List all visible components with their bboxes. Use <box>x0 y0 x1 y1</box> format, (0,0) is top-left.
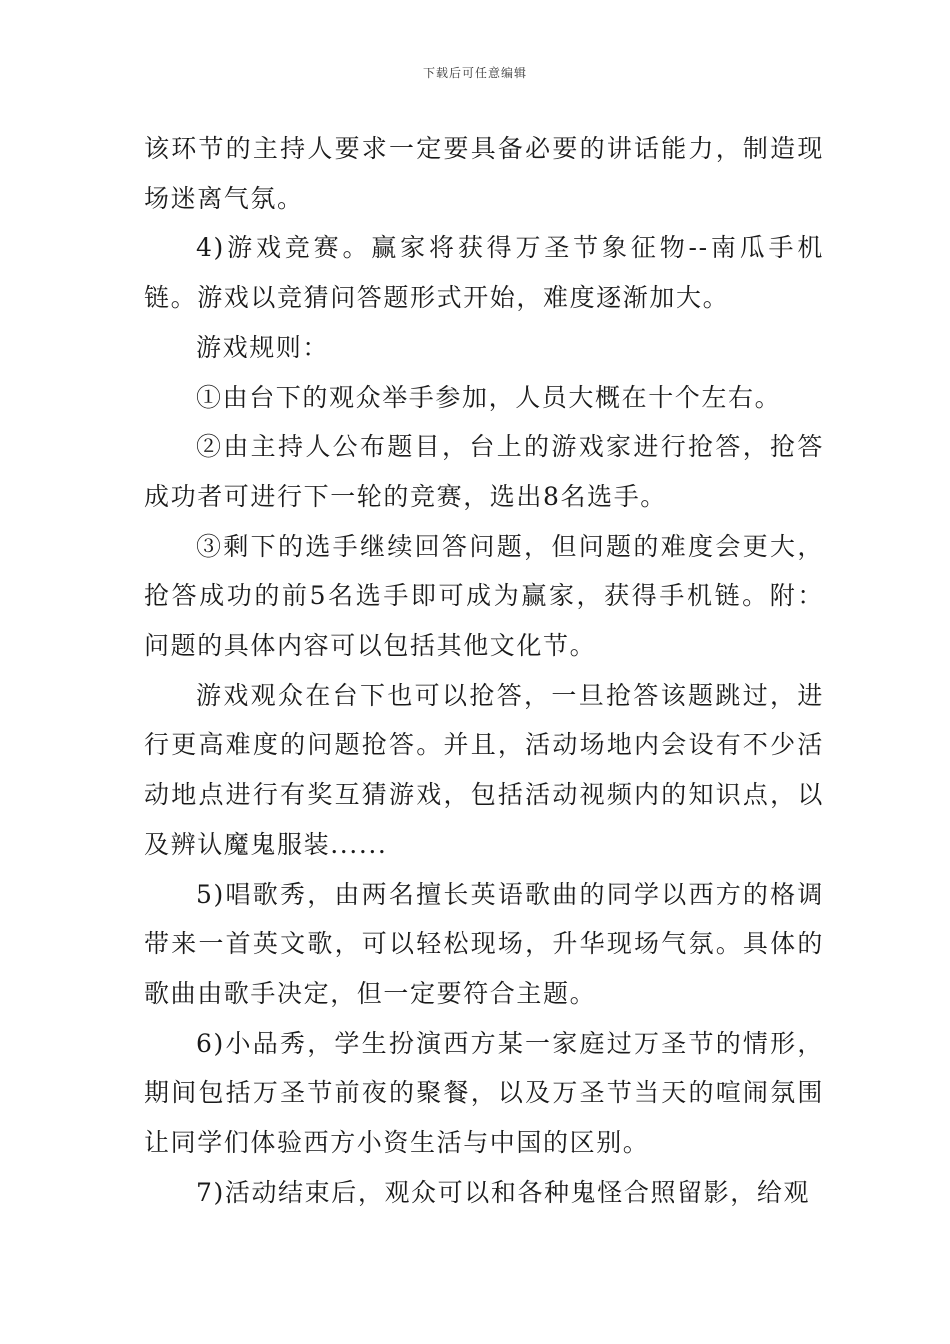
paragraph-game-contest: 4)游戏竞赛。赢家将获得万圣节象征物--南瓜手机链。游戏以竞猜问答题形式开始，难度逐渐加大。 <box>144 233 824 313</box>
paragraph-sketch-show: 6)小品秀，学生扮演西方某一家庭过万圣节的情形，期间包括万圣节前夜的聚餐，以及万圣节当天的喧闹氛围让同学们体验西方小资生活与中国的区别。 <box>144 1028 824 1158</box>
paragraph-audience-answer: 游戏观众在台下也可以抢答，一旦抢答该题跳过，进行更高难度的问题抢答。并且，活动场地内会设有不少活动地点进行有奖互猜游戏，包括活动视频内的知识点，以及辨认魔鬼服装...... <box>144 680 824 859</box>
paragraph-singing-show: 5)唱歌秀，由两名擅长英语歌曲的同学以西方的格调带来一首英文歌，可以轻松现场，升华现场气氛。具体的歌曲由歌手决定，但一定要符合主题。 <box>144 879 824 1008</box>
paragraph-after-event: 7)活动结束后，观众可以和各种鬼怪合照留影，给观 <box>196 1177 811 1207</box>
paragraph-rule-3: ③剩下的选手继续回答问题，但问题的难度会更大，抢答成功的前5名选手即可成为赢家，获得手机链。附：问题的具体内容可以包括其他文化节。 <box>144 531 824 661</box>
document-body <box>144 124 824 1217</box>
paragraph-rule-1: ①由台下的观众举手参加，人员大概在十个左右。 <box>196 382 782 412</box>
paragraph-game-rules-heading: 游戏规则： <box>196 332 330 362</box>
paragraph-host-requirement: 该环节的主持人要求一定要具备必要的讲话能力，制造现场迷离气氛。 <box>144 134 824 213</box>
page-header-note: 下载后可任意编辑 <box>422 66 527 80</box>
paragraph-rule-2: ②由主持人公布题目，台上的游戏家进行抢答，抢答成功者可进行下一轮的竞赛，选出8名选手。 <box>144 432 824 511</box>
